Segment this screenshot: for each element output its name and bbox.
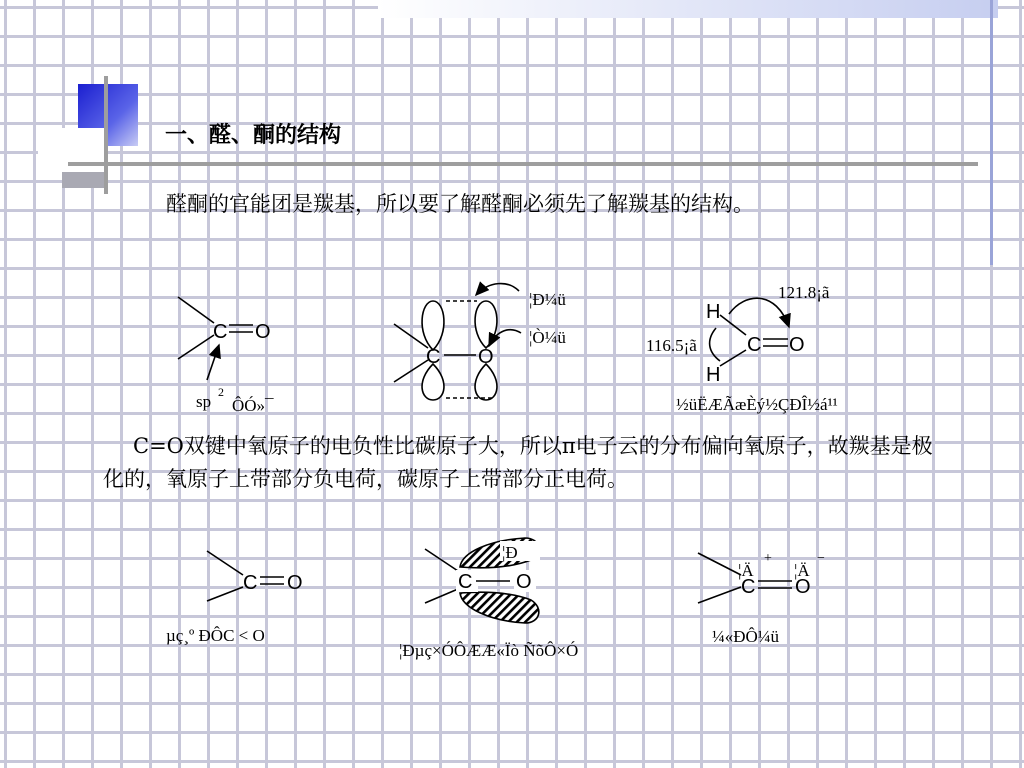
ch-bond-lower bbox=[720, 350, 746, 366]
pi-cloud-label: ¦Ð bbox=[502, 543, 518, 562]
pi-cloud-caption: ¦Ðµç×ÓÔÆÆ«Ïò ÑõÔ×Ó bbox=[399, 641, 579, 660]
angle-hch-label: 121.8¡ã bbox=[778, 283, 830, 302]
plus-sign: + bbox=[764, 551, 772, 566]
pi-pointer-arrow bbox=[476, 284, 519, 295]
formaldehyde-sketch bbox=[646, 283, 838, 414]
carbon-p-lobe-bottom bbox=[422, 364, 444, 400]
substituent-bond-lower bbox=[178, 335, 214, 359]
orbital-sketch bbox=[394, 284, 566, 400]
sp2-superscript: 2 bbox=[218, 385, 224, 399]
oxygen-atom: O bbox=[287, 572, 303, 594]
pi-cloud-sketch bbox=[399, 538, 578, 660]
angle-arc-hco bbox=[729, 298, 789, 327]
oxygen-p-lobe-top bbox=[475, 301, 497, 348]
oxygen-atom: O bbox=[255, 321, 271, 343]
hydrogen-atom-bottom: H bbox=[706, 364, 721, 386]
substituent-bond-upper bbox=[178, 297, 214, 323]
carbon-atom: C bbox=[458, 571, 473, 593]
polar-bond-sketch bbox=[166, 551, 303, 645]
substituent-bond-lower bbox=[425, 589, 458, 603]
section-heading: 一、醛、酮的结构 bbox=[165, 123, 342, 148]
substituent-bond-upper bbox=[425, 549, 458, 571]
carbon-p-lobe-top bbox=[422, 301, 444, 350]
carbon-atom: C bbox=[243, 572, 258, 594]
angle-hco-label: 116.5¡ã bbox=[646, 336, 697, 355]
delta-plus-symbol: ¦Ä bbox=[738, 561, 754, 580]
formaldehyde-caption: ½üËÆÃæÈý½ÇÐÎ½á¹¹ bbox=[676, 395, 838, 414]
oxygen-atom: O bbox=[795, 576, 811, 598]
carbonyl-sketch bbox=[178, 297, 274, 415]
substituent-bond-lower bbox=[698, 587, 741, 603]
substituent-bond-lower bbox=[207, 587, 243, 601]
oxygen-p-lobe-bottom bbox=[475, 364, 497, 400]
substituent-bond-upper bbox=[207, 551, 243, 575]
polar-bond-caption: ¼«ÐÔ¼ü bbox=[712, 627, 780, 646]
electronegativity-caption: µç¸º ÐÔC < O bbox=[166, 626, 265, 645]
sp2-pointer-arrow bbox=[207, 345, 219, 380]
pi-bond-label: ¦Ð¼ü bbox=[529, 290, 566, 309]
angle-arc-hch bbox=[710, 328, 720, 361]
oxygen-atom: O bbox=[478, 346, 494, 368]
intro-sentence: 醛酮的官能团是羰基，所以要了解醛酮必须先了解羰基的结构。 bbox=[166, 192, 754, 216]
carbon-atom: C bbox=[213, 321, 228, 343]
hybrid-label: ÔÓ»¯ bbox=[232, 396, 274, 415]
minus-sign: − bbox=[817, 551, 825, 566]
ch-bond-upper bbox=[720, 315, 746, 335]
carbon-atom: C bbox=[747, 334, 762, 356]
polarity-paragraph: C=O双键中氧原子的电负性比碳原子大，所以π电子云的分布偏向氧原子，故羰基是极化的，氧原子上带部分负电荷，碳原子上带部分正电荷。 bbox=[103, 434, 933, 491]
sp2-label: sp bbox=[196, 392, 212, 411]
pi-cloud-bottom bbox=[460, 592, 539, 623]
delta-minus-symbol: ¦Ä bbox=[794, 561, 810, 580]
partial-charge-sketch bbox=[698, 551, 825, 646]
carbon-atom: C bbox=[741, 576, 756, 598]
hydrogen-atom-top: H bbox=[706, 301, 721, 323]
carbon-atom: C bbox=[426, 346, 441, 368]
oxygen-atom: O bbox=[516, 571, 532, 593]
oxygen-atom: O bbox=[789, 334, 805, 356]
sigma-bond-label: ¦Ò¼ü bbox=[529, 328, 566, 347]
substituent-bond-upper bbox=[698, 553, 741, 575]
